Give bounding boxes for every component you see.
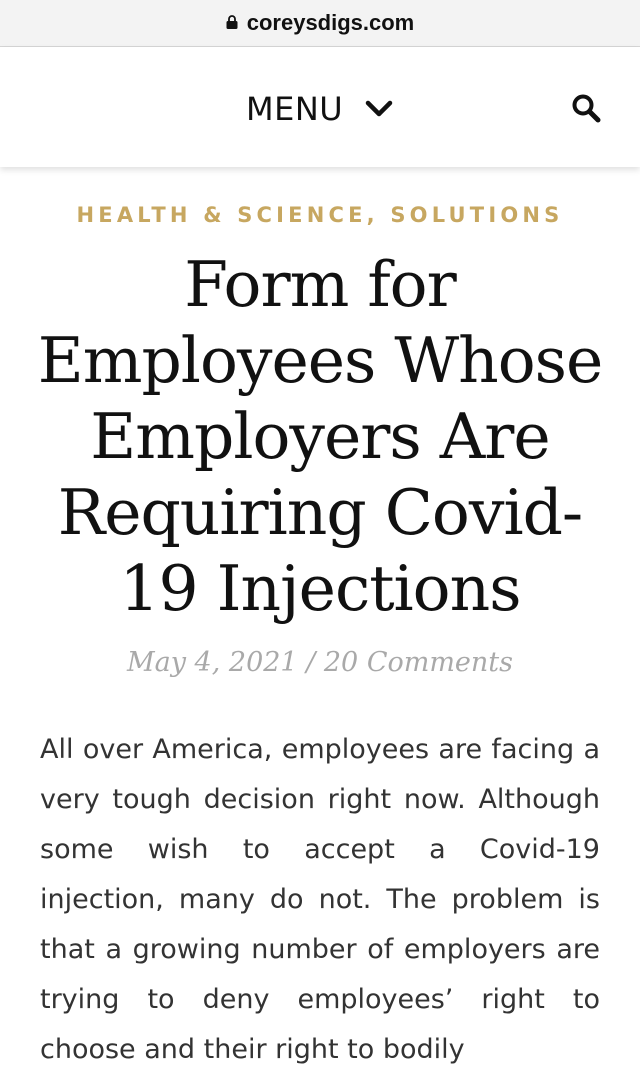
comments-link[interactable]: 20 Comments [323, 647, 514, 678]
chevron-down-icon [365, 100, 393, 118]
browser-url-bar[interactable] [0, 0, 640, 47]
article-body-paragraph: All over America, employees are facing a very tough decision right now. Although some wish to accept a Covid-19 injection, many do not. The problem is that a growing number of employers are trying to deny employees’ right to choose and their right to bodily [40, 734, 600, 1065]
url-host: coreysdigs.com [246, 10, 415, 35]
menu-label: MENU [246, 90, 344, 128]
meta-separator: / [297, 647, 324, 678]
category-link-solutions[interactable]: SOLUTIONS [390, 203, 564, 227]
category-separator: , [366, 203, 379, 227]
menu-button[interactable] [246, 87, 393, 131]
post-meta [0, 647, 640, 678]
category-link-health-science[interactable]: HEALTH & SCIENCE [76, 203, 367, 227]
page-title: Form for Employees Whose Employers Are Requiring Covid-19 Injections [37, 248, 603, 625]
search-icon[interactable] [571, 93, 601, 123]
lock-icon [226, 15, 238, 29]
post-date-link[interactable]: May 4, 2021 [126, 647, 298, 678]
site-header [0, 47, 640, 167]
category-list [0, 203, 640, 227]
